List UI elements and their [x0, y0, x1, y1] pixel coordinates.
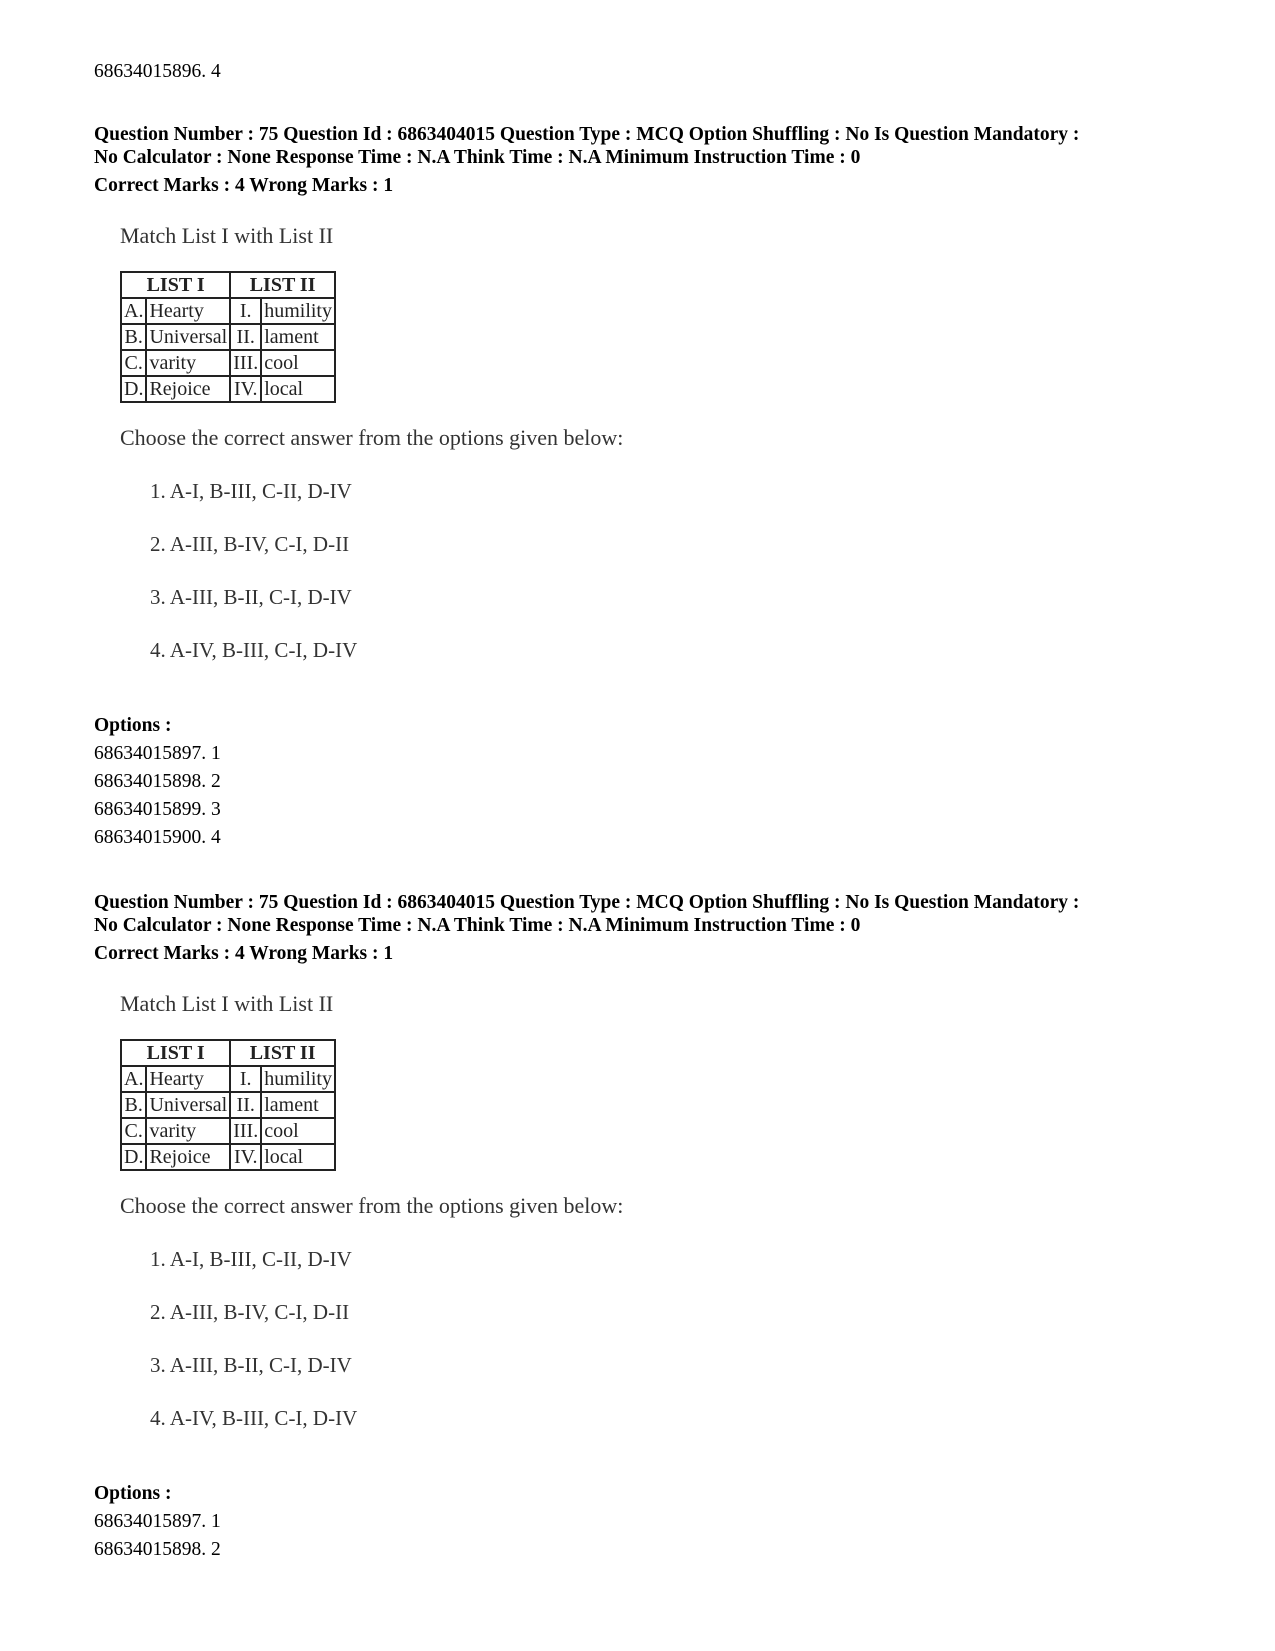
option-item: 68634015899. 3: [94, 799, 221, 820]
option-item: 68634015898. 2: [94, 1539, 221, 1560]
option-item: 68634015900. 4: [94, 827, 221, 848]
question-header-line2: No Calculator : None Response Time : N.A Think Time : N.A Minimum Instruction Time : 0: [94, 147, 861, 168]
list1-key: C.: [121, 350, 146, 376]
list1-value: Rejoice: [146, 376, 230, 402]
options-label: Options :: [94, 1483, 172, 1504]
table-row: [121, 1092, 335, 1118]
list1-value: Universal: [146, 1092, 230, 1118]
list1-key: B.: [121, 324, 146, 350]
option-item: 68634015897. 1: [94, 743, 221, 764]
table-row: [121, 376, 335, 402]
list1-header: LIST I: [121, 1040, 230, 1066]
list2-value: humility: [261, 1066, 335, 1092]
question-header-line1: Question Number : 75 Question Id : 6863404015 Question Type : MCQ Option Shuffling : No Is Question Mandatory :: [94, 124, 1080, 145]
list2-header: LIST II: [230, 1040, 335, 1066]
answer-choice: 4. A-IV, B-III, C-I, D-IV: [150, 638, 358, 662]
list1-key: A.: [121, 298, 146, 324]
list1-key: B.: [121, 1092, 146, 1118]
list1-value: Rejoice: [146, 1144, 230, 1170]
list1-value: varity: [146, 1118, 230, 1144]
list1-key: C.: [121, 1118, 146, 1144]
answer-choice: 1. A-I, B-III, C-II, D-IV: [150, 1247, 352, 1271]
answer-choice: 3. A-III, B-II, C-I, D-IV: [150, 585, 352, 609]
choose-instruction: Choose the correct answer from the options given below:: [120, 1193, 624, 1218]
previous-option: 68634015896. 4: [94, 61, 221, 82]
list2-key: IV.: [230, 1144, 261, 1170]
match-table: [120, 271, 336, 403]
list2-key: I.: [230, 1066, 261, 1092]
choose-instruction: Choose the correct answer from the options given below:: [120, 425, 624, 450]
option-item: 68634015897. 1: [94, 1511, 221, 1532]
list2-key: III.: [230, 350, 261, 376]
list1-key: A.: [121, 1066, 146, 1092]
list2-key: II.: [230, 1092, 261, 1118]
list1-key: D.: [121, 376, 146, 402]
options-label: Options :: [94, 715, 172, 736]
table-header-row: [121, 1040, 335, 1066]
answer-choice: 2. A-III, B-IV, C-I, D-II: [150, 1300, 350, 1324]
list2-value: cool: [261, 1118, 335, 1144]
answer-choice: 1. A-I, B-III, C-II, D-IV: [150, 479, 352, 503]
question-header-line1: Question Number : 75 Question Id : 6863404015 Question Type : MCQ Option Shuffling : No Is Question Mandatory :: [94, 892, 1080, 913]
list1-key: D.: [121, 1144, 146, 1170]
question-marks: Correct Marks : 4 Wrong Marks : 1: [94, 175, 394, 196]
list2-value: local: [261, 376, 335, 402]
list2-value: humility: [261, 298, 335, 324]
list1-value: Hearty: [146, 1066, 230, 1092]
question-stem: Match List I with List II: [120, 223, 334, 248]
table-row: [121, 1144, 335, 1170]
question-marks: Correct Marks : 4 Wrong Marks : 1: [94, 943, 394, 964]
question-stem: Match List I with List II: [120, 991, 334, 1016]
table-header-row: [121, 272, 335, 298]
table-row: [121, 1118, 335, 1144]
answer-choice: 3. A-III, B-II, C-I, D-IV: [150, 1353, 352, 1377]
list2-key: III.: [230, 1118, 261, 1144]
list2-value: lament: [261, 324, 335, 350]
answer-choice: 4. A-IV, B-III, C-I, D-IV: [150, 1406, 358, 1430]
match-table: [120, 1039, 336, 1171]
list1-value: Universal: [146, 324, 230, 350]
list1-value: Hearty: [146, 298, 230, 324]
list2-key: II.: [230, 324, 261, 350]
list2-key: I.: [230, 298, 261, 324]
answer-choice: 2. A-III, B-IV, C-I, D-II: [150, 532, 350, 556]
list1-value: varity: [146, 350, 230, 376]
list2-key: IV.: [230, 376, 261, 402]
option-item: 68634015898. 2: [94, 771, 221, 792]
list2-value: lament: [261, 1092, 335, 1118]
list1-header: LIST I: [121, 272, 230, 298]
list2-value: local: [261, 1144, 335, 1170]
table-row: [121, 324, 335, 350]
table-row: [121, 350, 335, 376]
table-row: [121, 298, 335, 324]
list2-value: cool: [261, 350, 335, 376]
list2-header: LIST II: [230, 272, 335, 298]
question-header-line2: No Calculator : None Response Time : N.A Think Time : N.A Minimum Instruction Time : 0: [94, 915, 861, 936]
table-row: [121, 1066, 335, 1092]
